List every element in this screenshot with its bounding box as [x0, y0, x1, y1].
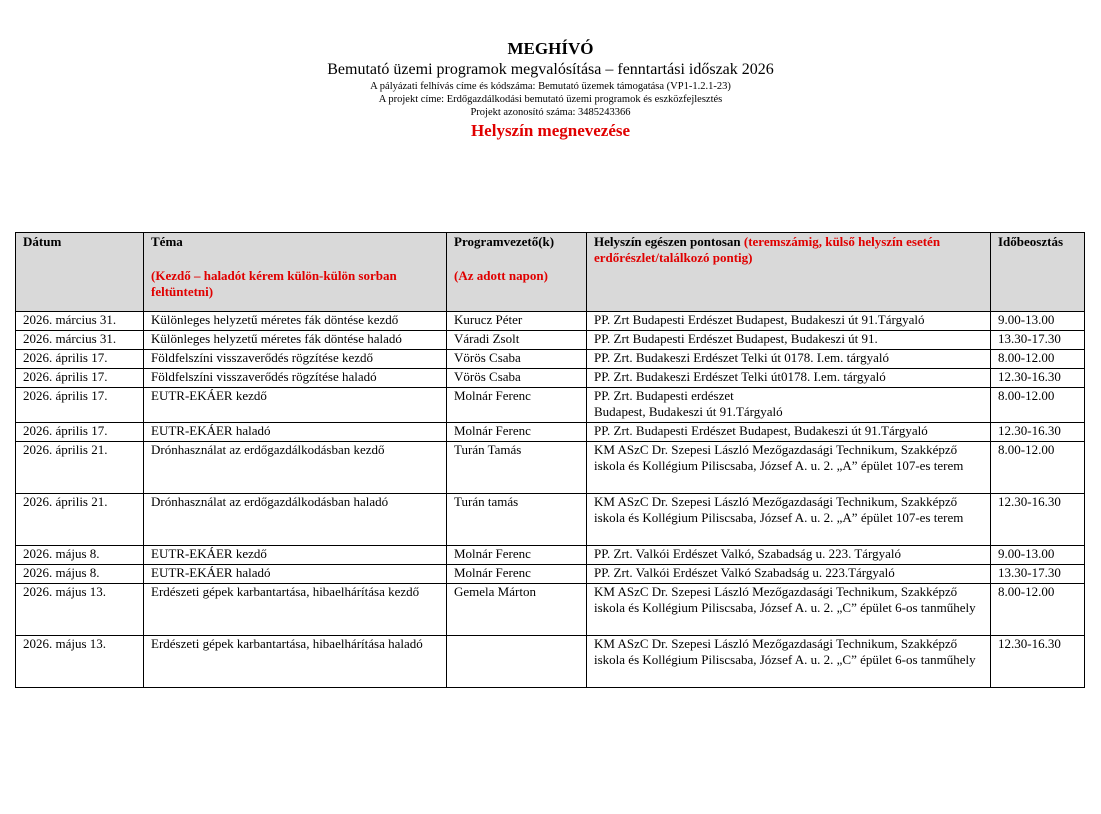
cell-time: 13.30-17.30: [991, 331, 1085, 350]
cell-topic: Földfelszíni visszaverődés rögzítése kezdő: [144, 350, 447, 369]
table-row: [16, 494, 1085, 546]
cell-time: 12.30-16.30: [991, 636, 1085, 688]
cell-leader: Kurucz Péter: [447, 312, 587, 331]
cell-leader: Turán Tamás: [447, 442, 587, 494]
cell-location: PP. Zrt. Budakeszi Erdészet Telki út0178. I.em. tárgyaló: [587, 369, 991, 388]
cell-topic: Földfelszíni visszaverődés rögzítése haladó: [144, 369, 447, 388]
cell-location: PP. Zrt. Valkói Erdészet Valkó, Szabadság u. 223. Tárgyaló: [587, 546, 991, 565]
cell-leader: Turán tamás: [447, 494, 587, 546]
cell-date: 2026. március 31.: [16, 331, 144, 350]
header-date: Dátum: [16, 233, 144, 312]
cell-leader: Molnár Ferenc: [447, 423, 587, 442]
cell-leader: Molnár Ferenc: [447, 388, 587, 423]
cell-leader: Váradi Zsolt: [447, 331, 587, 350]
cell-leader: [447, 636, 587, 688]
header-leader: Programvezető(k) (Az adott napon): [447, 233, 587, 312]
cell-location: PP. Zrt. Budapesti erdészet Budapest, Budakeszi út 91.Tárgyaló: [587, 388, 991, 423]
project-id-line: Projekt azonosító száma: 3485243366: [470, 107, 631, 118]
cell-location: KM ASzC Dr. Szepesi László Mezőgazdasági Technikum, Szakképző iskola és Kollégium Piliscsaba, József A. u. 2. „A” épület 107-es terem: [587, 494, 991, 546]
cell-location: KM ASzC Dr. Szepesi László Mezőgazdasági Technikum, Szakképző iskola és Kollégium Piliscsaba, József A. u. 2. „C” épület 6-os tanműhely: [587, 636, 991, 688]
table-row: [16, 546, 1085, 565]
header-topic: Téma (Kezdő – haladót kérem külön-külön sorban feltüntetni): [144, 233, 447, 312]
cell-time: 8.00-12.00: [991, 388, 1085, 423]
header-time: Időbeosztás: [991, 233, 1085, 312]
cell-location: PP. Zrt. Budapesti Erdészet Budapest, Budakeszi út 91.Tárgyaló: [587, 423, 991, 442]
cell-topic: Drónhasználat az erdőgazdálkodásban haladó: [144, 494, 447, 546]
cell-topic: Drónhasználat az erdőgazdálkodásban kezdő: [144, 442, 447, 494]
program-subtitle: Bemutató üzemi programok megvalósítása – fenntartási időszak 2026: [327, 61, 774, 78]
document-header: [0, 38, 1101, 142]
cell-date: 2026. április 17.: [16, 350, 144, 369]
cell-topic: EUTR-EKÁER kezdő: [144, 546, 447, 565]
table-header-row: [16, 233, 1085, 312]
cell-date: 2026. április 17.: [16, 388, 144, 423]
cell-date: 2026. május 13.: [16, 636, 144, 688]
cell-topic: Különleges helyzetű méretes fák döntése kezdő: [144, 312, 447, 331]
table-row: [16, 565, 1085, 584]
table-row: [16, 331, 1085, 350]
cell-topic: Különleges helyzetű méretes fák döntése haladó: [144, 331, 447, 350]
table-row: [16, 442, 1085, 494]
cell-date: 2026. április 17.: [16, 423, 144, 442]
location-title: Helyszín megnevezése: [470, 121, 631, 140]
header-leader-note: (Az adott napon): [454, 268, 548, 283]
cell-location: PP. Zrt Budapesti Erdészet Budapest, Budakeszi út 91.Tárgyaló: [587, 312, 991, 331]
cell-time: 8.00-12.00: [991, 584, 1085, 636]
cell-topic: Erdészeti gépek karbantartása, hibaelhárítása haladó: [144, 636, 447, 688]
header-location: Helyszín egészen pontosan (teremszámig, külső helyszín esetén erdőrészlet/találkozó pontig): [587, 233, 991, 312]
table-row: [16, 312, 1085, 331]
table-row: [16, 350, 1085, 369]
cell-time: 12.30-16.30: [991, 423, 1085, 442]
cell-date: 2026. március 31.: [16, 312, 144, 331]
cell-time: 9.00-13.00: [991, 312, 1085, 331]
table-row: [16, 636, 1085, 688]
call-title-line: A pályázati felhívás címe és kódszáma: Bemutató üzemek támogatása (VP1-1.2.1-23): [370, 81, 731, 92]
table-row: [16, 369, 1085, 388]
cell-time: 8.00-12.00: [991, 442, 1085, 494]
cell-topic: EUTR-EKÁER kezdő: [144, 388, 447, 423]
cell-location: KM ASzC Dr. Szepesi László Mezőgazdasági Technikum, Szakképző iskola és Kollégium Piliscsaba, József A. u. 2. „C” épület 6-os tanműhely: [587, 584, 991, 636]
cell-leader: Vörös Csaba: [447, 369, 587, 388]
cell-time: 13.30-17.30: [991, 565, 1085, 584]
cell-location: PP. Zrt Budapesti Erdészet Budapest, Budakeszi út 91.: [587, 331, 991, 350]
invitation-title: MEGHÍVÓ: [507, 39, 594, 58]
cell-date: 2026. április 21.: [16, 494, 144, 546]
cell-topic: EUTR-EKÁER haladó: [144, 565, 447, 584]
cell-time: 12.30-16.30: [991, 494, 1085, 546]
cell-date: 2026. április 17.: [16, 369, 144, 388]
cell-topic: EUTR-EKÁER haladó: [144, 423, 447, 442]
project-title-line: A projekt címe: Erdőgazdálkodási bemutató üzemi programok és eszközfejlesztés: [378, 94, 723, 105]
table-row: [16, 584, 1085, 636]
cell-date: 2026. május 8.: [16, 546, 144, 565]
cell-leader: Molnár Ferenc: [447, 565, 587, 584]
header-topic-note: (Kezdő – haladót kérem külön-külön sorban feltüntetni): [151, 268, 397, 299]
cell-time: 9.00-13.00: [991, 546, 1085, 565]
cell-leader: Vörös Csaba: [447, 350, 587, 369]
cell-location: KM ASzC Dr. Szepesi László Mezőgazdasági Technikum, Szakképző iskola és Kollégium Piliscsaba, József A. u. 2. „A” épület 107-es terem: [587, 442, 991, 494]
cell-leader: Molnár Ferenc: [447, 546, 587, 565]
cell-time: 8.00-12.00: [991, 350, 1085, 369]
cell-date: 2026. május 13.: [16, 584, 144, 636]
cell-location: PP. Zrt. Valkói Erdészet Valkó Szabadság u. 223.Tárgyaló: [587, 565, 991, 584]
cell-leader: Gemela Márton: [447, 584, 587, 636]
cell-topic: Erdészeti gépek karbantartása, hibaelhárítása kezdő: [144, 584, 447, 636]
schedule-table: [15, 232, 1085, 688]
cell-time: 12.30-16.30: [991, 369, 1085, 388]
header-location-note: (teremszámig, külső helyszín esetén erdőrészlet/találkozó pontig): [594, 234, 941, 265]
cell-location: PP. Zrt. Budakeszi Erdészet Telki út 0178. I.em. tárgyaló: [587, 350, 991, 369]
table-row: [16, 388, 1085, 423]
table-row: [16, 423, 1085, 442]
cell-date: 2026. május 8.: [16, 565, 144, 584]
cell-date: 2026. április 21.: [16, 442, 144, 494]
